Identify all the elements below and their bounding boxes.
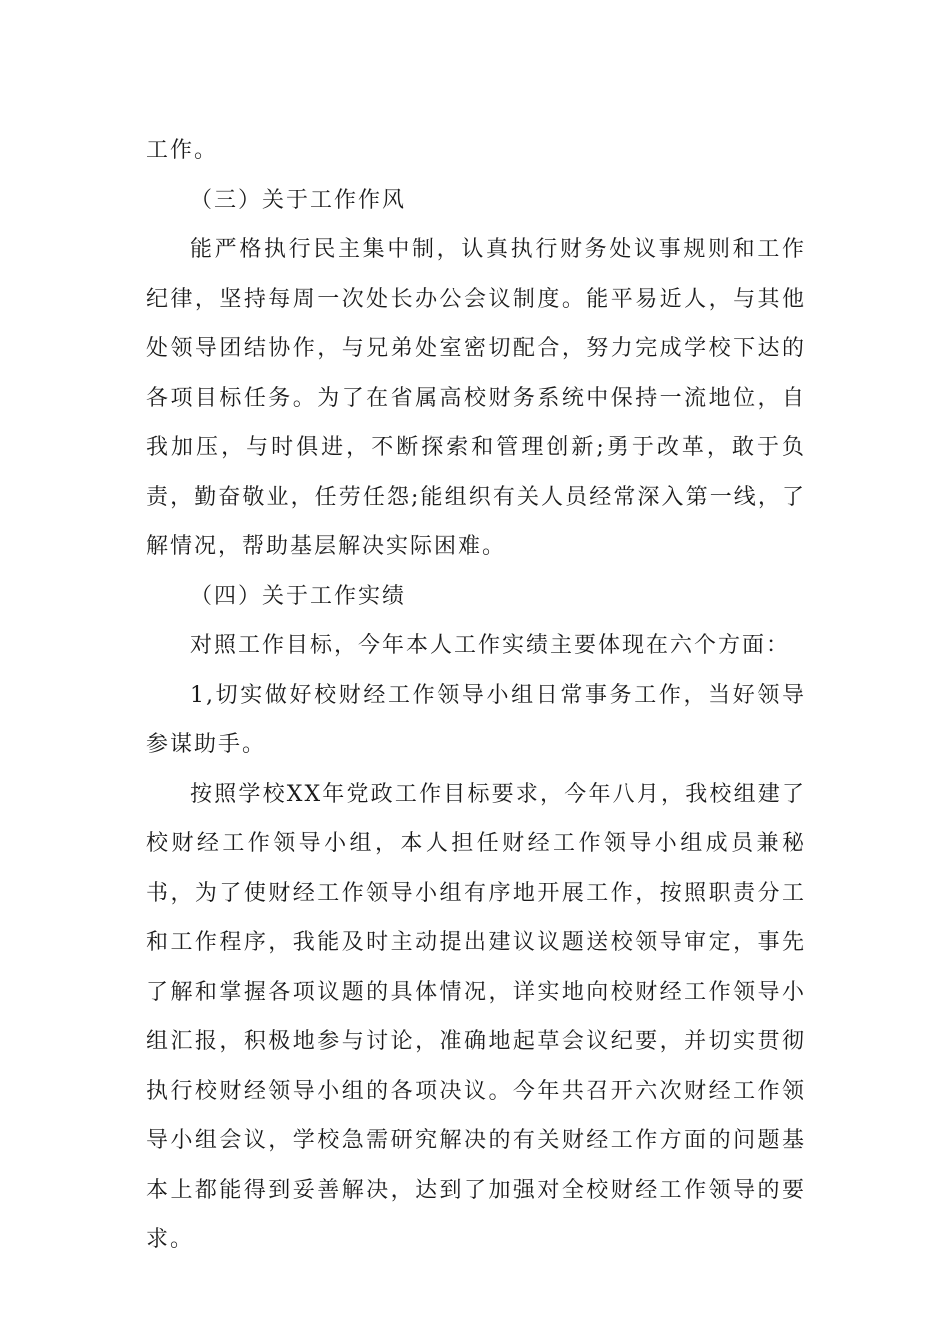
paragraph-item-1-detail: 按照学校XX年党政工作目标要求，今年八月，我校组建了校财经工作领导小组，本人担任财经工作领导小组成员兼秘书，为了使财经工作领导小组有序地开展工作，按照职责分工和工作程序，我能及时主动提出建议议题送校领导审定，事先了解和掌握各项议题的具体情况，详实地向校财经工作领导小组汇报，积极地参与讨论，准确地起草会议纪要，并切实贯彻执行校财经领导小组的各项决议。今年共召开六次财经工作领导小组会议，学校急需研究解决的有关财经工作方面的问题基本上都能得到妥善解决，达到了加强对全校财经工作领导的要求。 <box>146 781 806 1252</box>
section-heading-3: （三）关于工作作风 <box>190 187 407 213</box>
paragraph-achievements-intro: 对照工作目标，今年本人工作实绩主要体现在六个方面： <box>190 633 791 658</box>
section-heading-4: （四）关于工作实绩 <box>190 583 407 609</box>
paragraph-work-style: 能严格执行民主集中制，认真执行财务处议事规则和工作纪律，坚持每周一次处长办公会议制度。能平易近人，与其他处领导团结协作，与兄弟处室密切配合，努力完成学校下达的各项目标任务。为了在省属高校财务系统中保持一流地位，自我加压，与时俱进，不断探索和管理创新;勇于改革，敢于负责，勤奋敬业，任劳任怨;能组织有关人员经常深入第一线，了解情况，帮助基层解决实际困难。 <box>146 237 806 559</box>
paragraph-item-1: 1,切实做好校财经工作领导小组日常事务工作，当好领导参谋助手。 <box>146 682 806 757</box>
paragraph-continuation: 工作。 <box>146 138 219 163</box>
document-body <box>146 126 806 1265</box>
